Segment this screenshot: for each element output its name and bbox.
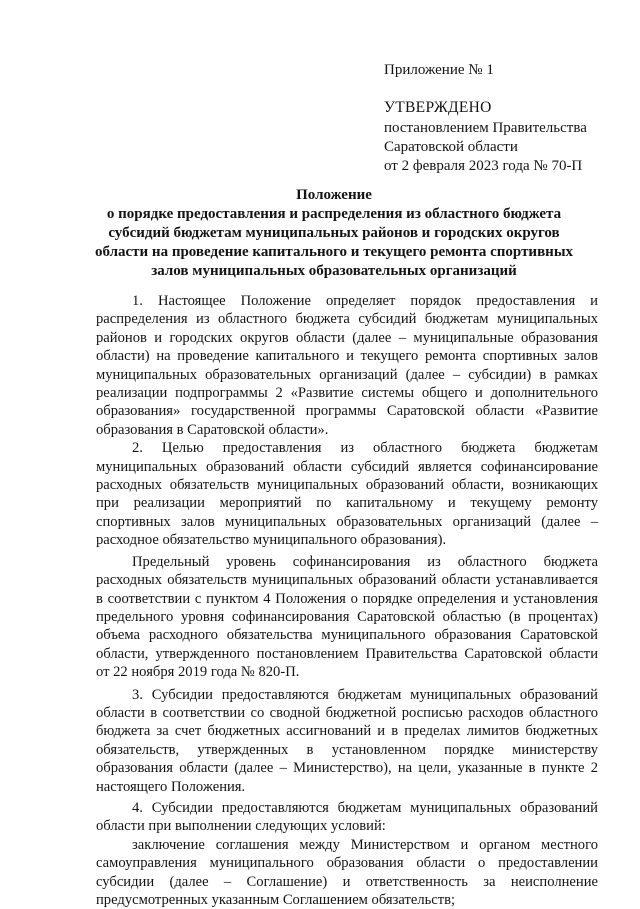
title-line: залов муниципальных образовательных организаций [151,263,517,279]
paragraph-3: 3. Субсидии предоставляются бюджетам муниципальных образований области в соответствии со сводной бюджетной росписью расходов областного бюджета за счет бюджетных ассигнований и в пределах лимитов бюджетных обязательств, утвержденных в установленном порядке министерству образования области (далее – Министерство), на цели, указанные в пункте 2 настоящего Положения. [96,686,598,795]
approval-line: Саратовской области [384,139,518,155]
paragraph-2-cofinancing: Предельный уровень софинансирования из областного бюджета расходных обязательств муниципальных образований области устанавливается в соответствии с пунктом 4 Положения о порядке определения и установления предельного уровня софинансирования Саратовской областью (в процентах) объема расходного обязательства муниципального образования Саратовской области, утвержденного постановлением Правительства Саратовской области от 22 ноября 2019 года № 820-П. [96,553,598,681]
paragraph-2: 2. Целью предоставления из областного бюджета бюджетам муниципальных образований области субсидий является софинансирование расходных обязательств муниципальных образований области, возникающих при реализации мероприятий по капитальному и текущему ремонту спортивных залов муниципальных образовательных организаций (далее – расходное обязательство муниципального образования). [96,440,598,549]
approved-stamp: УТВЕРЖДЕНО [384,99,492,116]
annex-label: Приложение № 1 [384,62,494,78]
approval-line: постановлением Правительства [384,120,587,136]
paragraph-4: 4. Субсидии предоставляются бюджетам муниципальных образований области при выполнении следующих условий: [96,799,598,835]
document-title [70,186,598,281]
title-line: области на проведение капитального и текущего ремонта спортивных [94,244,574,260]
title-line: субсидий бюджетам муниципальных районов и городских округов [108,225,560,241]
paragraph-4-condition: заключение соглашения между Министерством и органом местного самоуправления муниципального образования области о предоставлении субсидии (далее – Соглашение) и ответственность за неисполнение предусмотренных указанным Соглашением обязательств; [96,836,598,908]
document-body [96,292,598,909]
title-line: Положение [296,187,372,203]
approval-line: от 2 февраля 2023 года № 70-П [384,158,583,174]
approval-block [384,61,624,176]
title-line: о порядке предоставления и распределения из областного бюджета [106,206,562,222]
paragraph-1: 1. Настоящее Положение определяет порядок предоставления и распределения из областного бюджета субсидий бюджетам муниципальных районов и городских округов области (далее – муниципальные образования области) на проведение капитального и текущего ремонта спортивных залов муниципальных образовательных организаций (далее – субсидии) в рамках реализации подпрограммы 2 «Развитие системы общего и дополнительного образования» государственной программы Саратовской области «Развитие образования в Саратовской области». [96,293,598,438]
